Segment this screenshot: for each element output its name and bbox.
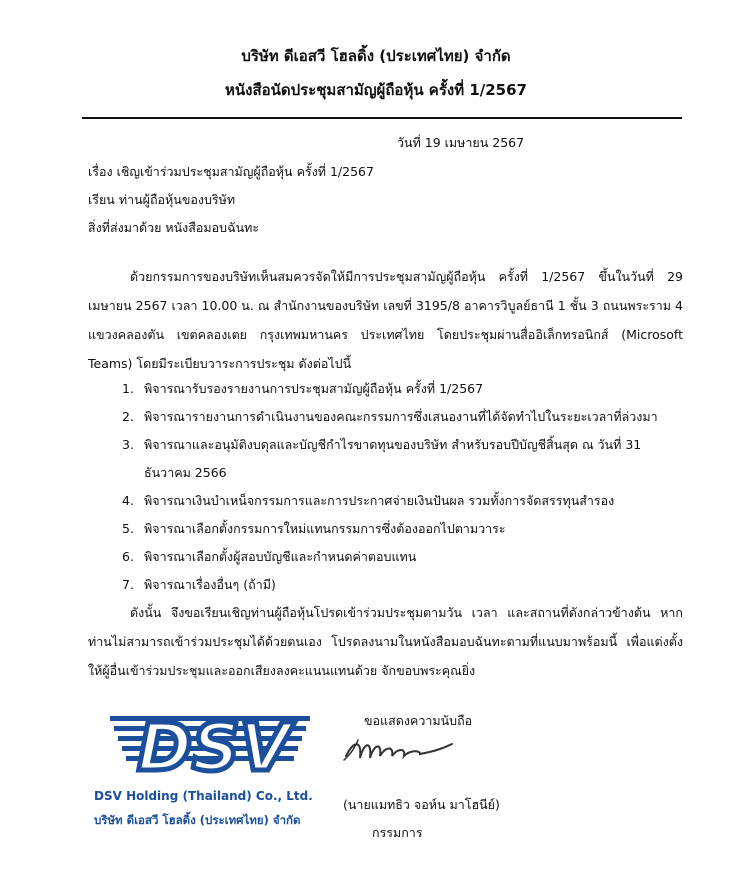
agenda-item (122, 431, 684, 487)
agenda-number: 4. (122, 493, 134, 508)
dsv-logo (110, 708, 320, 784)
agenda-item (122, 403, 684, 431)
signature-scribble (340, 726, 460, 774)
logo-brand-text: DSV (137, 709, 291, 780)
agenda-text: พิจารณารับรองรายงานการประชุมสามัญผู้ถือหุ้น ครั้งที่ 1/2567 (144, 381, 484, 396)
agenda-number: 1. (122, 381, 134, 396)
header-divider (82, 117, 682, 119)
logo-company-en: DSV Holding (Thailand) Co., Ltd. (94, 789, 313, 803)
intro-text: ด้วยกรรมการของบริษัทเห็นสมควรจัดให้มีการประชุมสามัญผู้ถือหุ้น ครั้งที่ 1/2567 ขึ้นในวันที่ 29 เมษายน 2567 เวลา 10.00 น. ณ สำนักงานของบริษัท เลขที่ 3195/8 อาคารวิบูลย์ธานี 1 ชั้น 3 ถนนพระราม 4 แขวงคลองตัน เขตคลองเตย กรุงเทพมหานคร ประเทศไทย โดยประชุมผ่านสื่ออิเล็กทรอนิกส์ (Microsoft Teams) โดยมีระเบียบวาระการประชุม ดังต่อไปนี้ (88, 269, 683, 371)
agenda-text: พิจารณาเงินบำเหน็จกรรมการและการประกาศจ่ายเงินปันผล รวมทั้งการจัดสรรทุนสำรอง (144, 493, 615, 508)
agenda-item (122, 571, 684, 599)
logo-company-th: บริษัท ดีเอสวี โฮลดิ้ง (ประเทศไทย) จำกัด (94, 813, 301, 827)
agenda-text: พิจารณาเลือกตั้งกรรมการใหม่แทนกรรมการซึ่งต้องออกไปตามวาระ (144, 521, 506, 536)
agenda-number: 7. (122, 577, 134, 592)
agenda-text: พิจารณาและอนุมัติงบดุลและบัญชีกำไรขาดทุนของบริษัท สำหรับรอบปีบัญชีสิ้นสุด ณ วันที่ 31 ธันวาคม 2566 (144, 437, 642, 480)
company-name: บริษัท ดีเอสวี โฮลดิ้ง (ประเทศไทย) จำกัด (241, 47, 511, 65)
document-title: หนังสือนัดประชุมสามัญผู้ถือหุ้น ครั้งที่ 1/2567 (224, 81, 527, 99)
agenda-text: พิจารณาเรื่องอื่นๆ (ถ้ามี) (144, 577, 276, 592)
agenda-number: 6. (122, 549, 134, 564)
signatory-position: กรรมการ (372, 825, 423, 840)
agenda-item (122, 543, 684, 571)
agenda-text: พิจารณารายงานการดำเนินงานของคณะกรรมการซึ่งเสนองานที่ได้จัดทำไปในระยะเวลาที่ล่วงมา (144, 409, 658, 424)
signatory-name: (นายแมทธิว จอห์น มาโฮนีย์) (343, 797, 500, 812)
signature (340, 726, 460, 778)
intro-paragraph (88, 262, 683, 378)
agenda-text: พิจารณาเลือกตั้งผู้สอบบัญชีและกำหนดค่าตอบแทน (144, 549, 417, 564)
agenda-number: 3. (122, 437, 134, 452)
salutation: ขอแสดงความนับถือ (364, 713, 473, 728)
closing-text: ดังนั้น จึงขอเรียนเชิญท่านผู้ถือหุ้นโปรดเข้าร่วมประชุมตามวัน เวลา และสถานที่ดังกล่าวข้างต้น หากท่านไม่สามารถเข้าร่วมประชุมได้ด้วยตนเอง โปรดลงนามในหนังสือมอบฉันทะตามที่แนบมาพร้อมนี้ เพื่อแต่งตั้งให้ผู้อื่นเข้าร่วมประชุมและออกเสียงลงคะแนนแทนด้วย จักขอบพระคุณยิ่ง (88, 605, 683, 678)
agenda-number: 5. (122, 521, 134, 536)
closing-paragraph (88, 598, 683, 685)
letter-subject: เรื่อง เชิญเข้าร่วมประชุมสามัญผู้ถือหุ้น ครั้งที่ 1/2567 (88, 164, 374, 179)
agenda-number: 2. (122, 409, 134, 424)
letter-recipient: เรียน ท่านผู้ถือหุ้นของบริษัท (88, 192, 236, 207)
letter-date: วันที่ 19 เมษายน 2567 (397, 135, 525, 150)
letter-enclosure: สิ่งที่ส่งมาด้วย หนังสือมอบฉันทะ (88, 220, 260, 235)
agenda-item (122, 375, 684, 403)
dsv-logo-mark (110, 708, 320, 780)
agenda-item (122, 487, 684, 515)
agenda-item (122, 515, 684, 543)
